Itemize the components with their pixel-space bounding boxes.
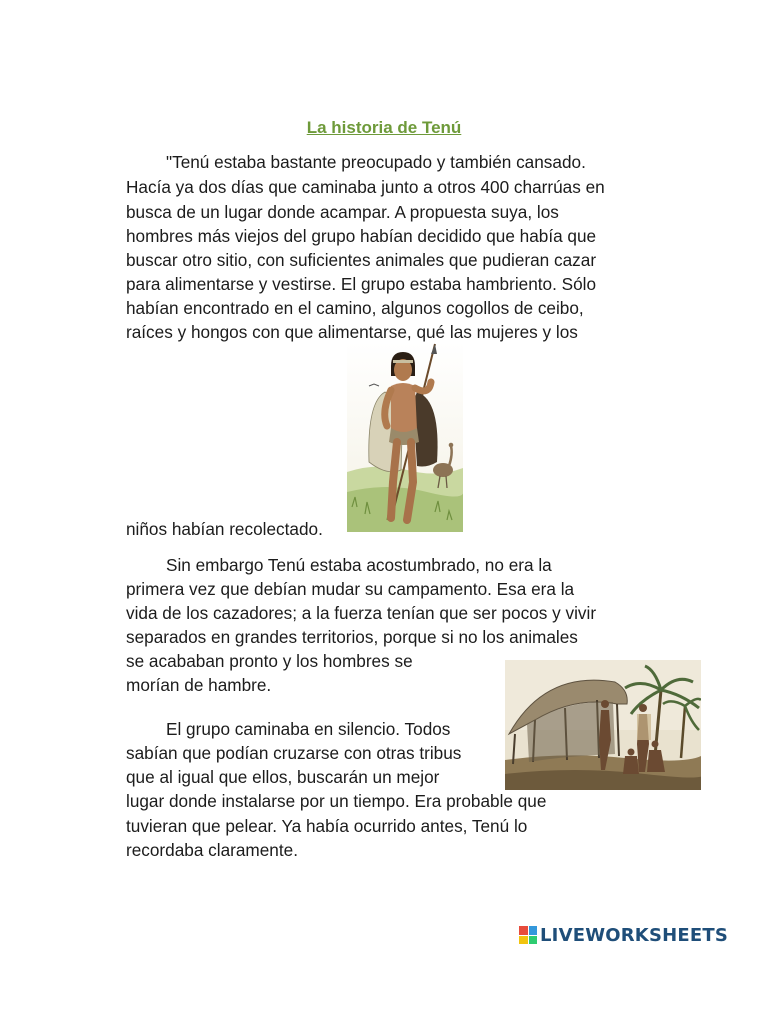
- charrua-warrior-illustration: [347, 342, 463, 532]
- text-line: separados en grandes territorios, porque si no los animales: [126, 627, 578, 647]
- text-line: se acababan pronto y los hombres se: [126, 651, 413, 671]
- brand-name: LIVEWORKSHEETS: [540, 924, 729, 946]
- text-line: lugar donde instalarse por un tiempo. Era probable que: [126, 791, 547, 811]
- text-line: tuvieran que pelear. Ya había ocurrido antes, Tenú lo: [126, 816, 528, 836]
- text-line: El grupo caminaba en silencio. Todos: [166, 719, 451, 739]
- text-line: recordaba claramente.: [126, 840, 298, 860]
- text-line: "Tenú estaba bastante preocupado y también cansado.: [166, 152, 586, 172]
- text-line: para alimentarse y vestirse. El grupo estaba hambriento. Sólo: [126, 274, 597, 294]
- text-line: sabían que podían cruzarse con otras tribus: [126, 743, 462, 763]
- text-line: Sin embargo Tenú estaba acostumbrado, no era la: [166, 555, 552, 575]
- text-line: morían de hambre.: [126, 675, 272, 695]
- page-title: La historia de Tenú: [306, 118, 462, 137]
- text-line: buscar otro sitio, con suficientes animales que pudieran cazar: [126, 250, 597, 270]
- text-line: Hacía ya dos días que caminaba junto a otros 400 charrúas en: [126, 177, 605, 197]
- text-line: busca de un lugar donde acampar. A propuesta suya, los: [126, 202, 559, 222]
- liveworksheets-icon: [519, 926, 537, 944]
- text-line: hombres más viejos del grupo habían decidido que había que: [126, 226, 597, 246]
- text-line: que al igual que ellos, buscarán un mejor: [126, 767, 440, 787]
- text-line: niños habían recolectado.: [126, 519, 323, 539]
- text-line: primera vez que debían mudar su campamento. Esa era la: [126, 579, 575, 599]
- charrua-camp-illustration: [505, 660, 701, 790]
- liveworksheets-logo: [519, 924, 728, 946]
- text-line: vida de los cazadores; a la fuerza tenían que ser pocos y vivir: [126, 603, 597, 623]
- text-line: habían encontrado en el camino, algunos cogollos de ceibo,: [126, 298, 584, 318]
- text-line: raíces y hongos con que alimentarse, qué las mujeres y los: [126, 322, 578, 342]
